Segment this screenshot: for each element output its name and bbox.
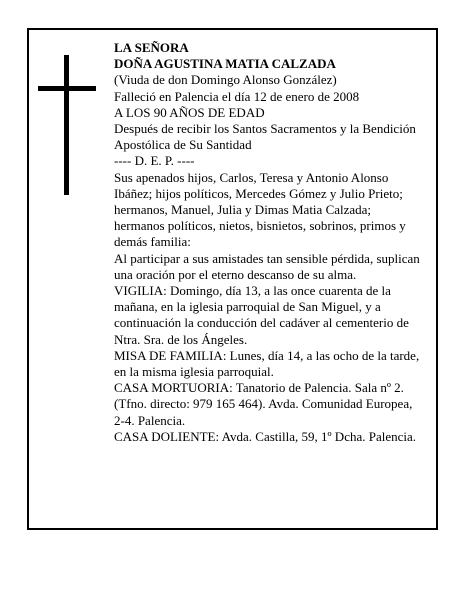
vigil-info: VIGILIA: Domingo, día 13, a las once cuarenta de la mañana, en la iglesia parroquial de San Miguel, y a continuación la conducción del cadáver al cementerio de Ntra. Sra. de los Ángeles. — [114, 283, 409, 347]
cross-icon-vertical-bar — [64, 55, 69, 195]
mass-info: MISA DE FAMILIA: Lunes, día 14, a las ocho de la tarde, en la misma iglesia parroquial. — [114, 347, 420, 380]
home-info: CASA DOLIENTE: Avda. Castilla, 59, 1º Dcha. Palencia. — [114, 428, 417, 444]
deceased-name: DOÑA AGUSTINA MATIA CALZADA — [114, 56, 336, 72]
sacraments-info: Después de recibir los Santos Sacramentos y la Bendición Apostólica de Su Santidad — [114, 121, 416, 153]
widow-of: (Viuda de don Domingo Alonso González) — [114, 72, 337, 88]
obituary-text — [114, 40, 424, 445]
death-info: Falleció en Palencia el día 12 de enero de 2008 — [114, 88, 360, 104]
funeral-home-info: CASA MORTUORIA: Tanatorio de Palencia. Sala nº 2. (Tfno. directo: 979 165 464). Avda. Comunidad Europea, 2-4. Palencia. — [114, 380, 413, 428]
notice-title: LA SEÑORA — [114, 40, 189, 55]
age-info: A LOS 90 AÑOS DE EDAD — [114, 104, 265, 120]
family-list: Sus apenados hijos, Carlos, Teresa y Antonio Alonso Ibáñez; hijos políticos, Mercedes Gómez y Julio Prieto; hermanos, Manuel, Julia y Dimas Matia Calzada; hermanos políticos, nietos, bisnietos, sobrinos, primos y demás familia: — [114, 169, 406, 250]
prayer-request: Al participar a sus amistades tan sensible pérdida, suplican una oración por el eterno descanso de su alma. — [114, 250, 420, 282]
rip-line: ---- D. E. P. ---- — [114, 153, 195, 169]
cross-icon-horizontal-bar — [38, 86, 96, 91]
